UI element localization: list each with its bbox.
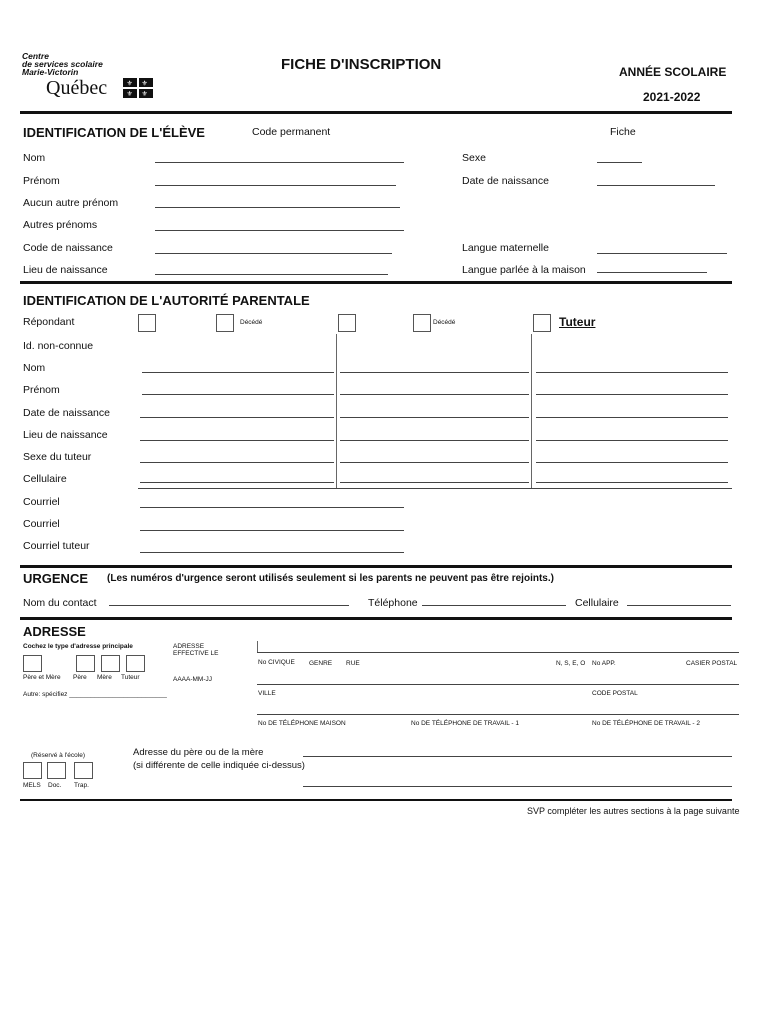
section-divider: [20, 799, 732, 801]
fiche-label: Fiche: [610, 126, 636, 138]
emergency-note: (Les numéros d'urgence seront utilisés seulement si les parents ne peuvent pas être rejoints.): [107, 573, 554, 584]
student-dob-field[interactable]: [597, 185, 715, 186]
tutor-cell-field[interactable]: [536, 482, 728, 483]
section-divider: [20, 281, 732, 284]
student-section-title: IDENTIFICATION DE L'ÉLÈVE: [23, 125, 205, 140]
contact-phone-field[interactable]: [422, 605, 566, 606]
emergency-section-title: URGENCE: [23, 571, 89, 586]
page-title: FICHE D'INSCRIPTION: [281, 56, 442, 73]
next-page-note: SVP compléter les autres sections à la page suivante: [527, 806, 740, 816]
street-type-label: GENRE: [309, 660, 333, 667]
tutor-prenom-field[interactable]: [536, 394, 728, 395]
parent1-birthplace-field[interactable]: [140, 440, 334, 441]
mels-box[interactable]: [23, 762, 42, 779]
birth-code-label: Code de naissance: [23, 242, 113, 254]
tutor-email-label: Courriel tuteur: [23, 540, 90, 552]
svg-text:⚜: ⚜: [141, 80, 148, 88]
email1-label: Courriel: [23, 496, 60, 508]
contact-cell-field[interactable]: [627, 605, 731, 606]
column-divider: [336, 334, 337, 489]
address-type-both-checkbox[interactable]: [23, 655, 42, 672]
parent-nom-label: Nom: [23, 362, 46, 374]
birthplace-field[interactable]: [155, 274, 388, 275]
id-unknown-label: Id. non-connue: [23, 340, 94, 352]
work-phone2-label: No DE TÉLÉPHONE DE TRAVAIL - 2: [592, 720, 701, 727]
parent2-prenom-field[interactable]: [340, 394, 529, 395]
direction-label: N, S, E, O: [556, 660, 586, 667]
po-box-label: CASIER POSTAL: [686, 660, 738, 667]
alt-address-label-1: Adresse du père ou de la mère: [133, 747, 264, 758]
grid-bottom-line: [138, 488, 732, 489]
effective-label-2: EFFECTIVE LE: [173, 650, 219, 657]
deceased-checkbox-1[interactable]: [216, 314, 234, 332]
parent-dob-label: Date de naissance: [23, 407, 110, 419]
apartment-label: No APP.: [592, 660, 616, 667]
parent1-cell-field[interactable]: [140, 482, 334, 483]
contact-cell-label: Cellulaire: [575, 597, 619, 609]
alt-address-line-1[interactable]: [303, 756, 732, 757]
date-format-label: AAAA-MM-JJ: [173, 676, 212, 683]
street-address-field[interactable]: [257, 684, 739, 685]
svg-text:⚜: ⚜: [126, 80, 133, 88]
tutor-email-field[interactable]: [140, 552, 404, 553]
alt-address-line-2[interactable]: [303, 786, 732, 787]
other-prenoms-field[interactable]: [155, 230, 404, 231]
svg-text:⚜: ⚜: [126, 91, 133, 98]
no-other-prenom-field[interactable]: [155, 207, 400, 208]
birthplace-label: Lieu de naissance: [23, 264, 108, 276]
city-label: VILLE: [258, 690, 276, 697]
parent-prenom-label: Prénom: [23, 384, 60, 396]
doc-label: Doc.: [48, 782, 62, 789]
alt-address-label-2: (si différente de celle indiquée ci-dessus): [133, 760, 305, 771]
parent1-nom-field[interactable]: [142, 372, 334, 373]
mother-label: Mère: [97, 674, 112, 681]
org-name-line2: de services scolaire: [22, 59, 103, 69]
email2-label: Courriel: [23, 518, 60, 530]
trap-label: Trap.: [74, 782, 89, 789]
parent2-sex-field[interactable]: [340, 462, 529, 463]
column-divider: [531, 334, 532, 489]
tutor-nom-field[interactable]: [536, 372, 728, 373]
mother-tongue-label: Langue maternelle: [462, 242, 549, 254]
birth-code-field[interactable]: [155, 253, 392, 254]
parent-cell-label: Cellulaire: [23, 473, 67, 485]
respondent-checkbox-2[interactable]: [338, 314, 356, 332]
org-name-line3: Marie-Victorin: [22, 67, 79, 77]
address-type-tutor-checkbox[interactable]: [126, 655, 145, 672]
parent2-cell-field[interactable]: [340, 482, 529, 483]
address-section-title: ADRESSE: [23, 624, 86, 639]
student-nom-field[interactable]: [155, 162, 404, 163]
parent1-sex-field[interactable]: [140, 462, 334, 463]
postal-code-label: CODE POSTAL: [592, 690, 638, 697]
father-label: Père: [73, 674, 87, 681]
tutor-birthplace-field[interactable]: [536, 440, 728, 441]
tutor-label: Tuteur: [121, 674, 140, 681]
home-phone-label: No DE TÉLÉPHONE MAISON: [258, 720, 346, 727]
parent1-prenom-field[interactable]: [142, 394, 334, 395]
student-sexe-field[interactable]: [597, 162, 642, 163]
street-label: RUE: [346, 660, 360, 667]
email1-field[interactable]: [140, 507, 404, 508]
tutor-dob-field[interactable]: [536, 417, 728, 418]
home-language-label: Langue parlée à la maison: [462, 264, 586, 276]
civic-number-label: No CIVIQUE: [258, 659, 295, 666]
school-year-label: ANNÉE SCOLAIRE: [619, 65, 727, 79]
trap-box[interactable]: [74, 762, 93, 779]
parent-birthplace-label: Lieu de naissance: [23, 429, 108, 441]
respondent-checkbox-tutor[interactable]: [533, 314, 551, 332]
no-other-prenom-label: Aucun autre prénom: [23, 197, 119, 209]
respondent-checkbox-1[interactable]: [138, 314, 156, 332]
code-permanent-label: Code permanent: [252, 126, 331, 138]
student-nom-label: Nom: [23, 152, 46, 164]
school-use-label: (Réservé à l'école): [31, 752, 85, 759]
mother-tongue-field[interactable]: [597, 253, 727, 254]
other-prenoms-label: Autres prénoms: [23, 219, 98, 231]
parent2-nom-field[interactable]: [340, 372, 529, 373]
student-dob-label: Date de naissance: [462, 175, 549, 187]
contact-name-field[interactable]: [109, 605, 349, 606]
student-prenom-label: Prénom: [23, 175, 60, 187]
tutor-heading: Tuteur: [559, 315, 596, 329]
other-specify-field[interactable]: Autre: spécifiez ___________________________: [23, 691, 167, 698]
quebec-flag-icon: [123, 78, 153, 98]
address-type-father-checkbox[interactable]: [76, 655, 95, 672]
city-postal-field[interactable]: [257, 714, 739, 715]
deceased-checkbox-2[interactable]: [413, 314, 431, 332]
address-type-mother-checkbox[interactable]: [101, 655, 120, 672]
parent1-dob-field[interactable]: [140, 417, 334, 418]
contact-phone-label: Téléphone: [368, 597, 418, 609]
section-divider: [20, 111, 732, 114]
respondent-label: Répondant: [23, 316, 75, 328]
both-parents-label: Père et Mère: [23, 674, 61, 681]
student-sexe-label: Sexe: [462, 152, 486, 164]
quebec-wordmark: Québec: [46, 77, 108, 99]
svg-text:⚜: ⚜: [141, 91, 148, 98]
effective-label-1: ADRESSE: [173, 643, 205, 650]
doc-box[interactable]: [47, 762, 66, 779]
address-type-instruction: Cochez le type d'adresse principale: [23, 643, 133, 650]
school-year-value: 2021-2022: [643, 90, 701, 104]
mels-label: MELS: [23, 782, 41, 789]
parent-section-title: IDENTIFICATION DE L'AUTORITÉ PARENTALE: [23, 293, 310, 308]
deceased-label-1: Décédé: [240, 319, 263, 326]
deceased-label-2: Décédé: [433, 319, 456, 326]
email2-field[interactable]: [140, 530, 404, 531]
parent2-birthplace-field[interactable]: [340, 440, 529, 441]
org-name-line1: Centre: [22, 51, 49, 61]
section-divider: [20, 617, 732, 620]
tutor-sex-label: Sexe du tuteur: [23, 451, 92, 463]
tutor-sex-field[interactable]: [536, 462, 728, 463]
student-prenom-field[interactable]: [155, 185, 396, 186]
section-divider: [20, 565, 732, 568]
address-top-line: [257, 652, 739, 653]
contact-name-label: Nom du contact: [23, 597, 97, 609]
work-phone1-label: No DE TÉLÉPHONE DE TRAVAIL - 1: [411, 720, 520, 727]
parent2-dob-field[interactable]: [340, 417, 529, 418]
home-language-field[interactable]: [597, 272, 707, 273]
